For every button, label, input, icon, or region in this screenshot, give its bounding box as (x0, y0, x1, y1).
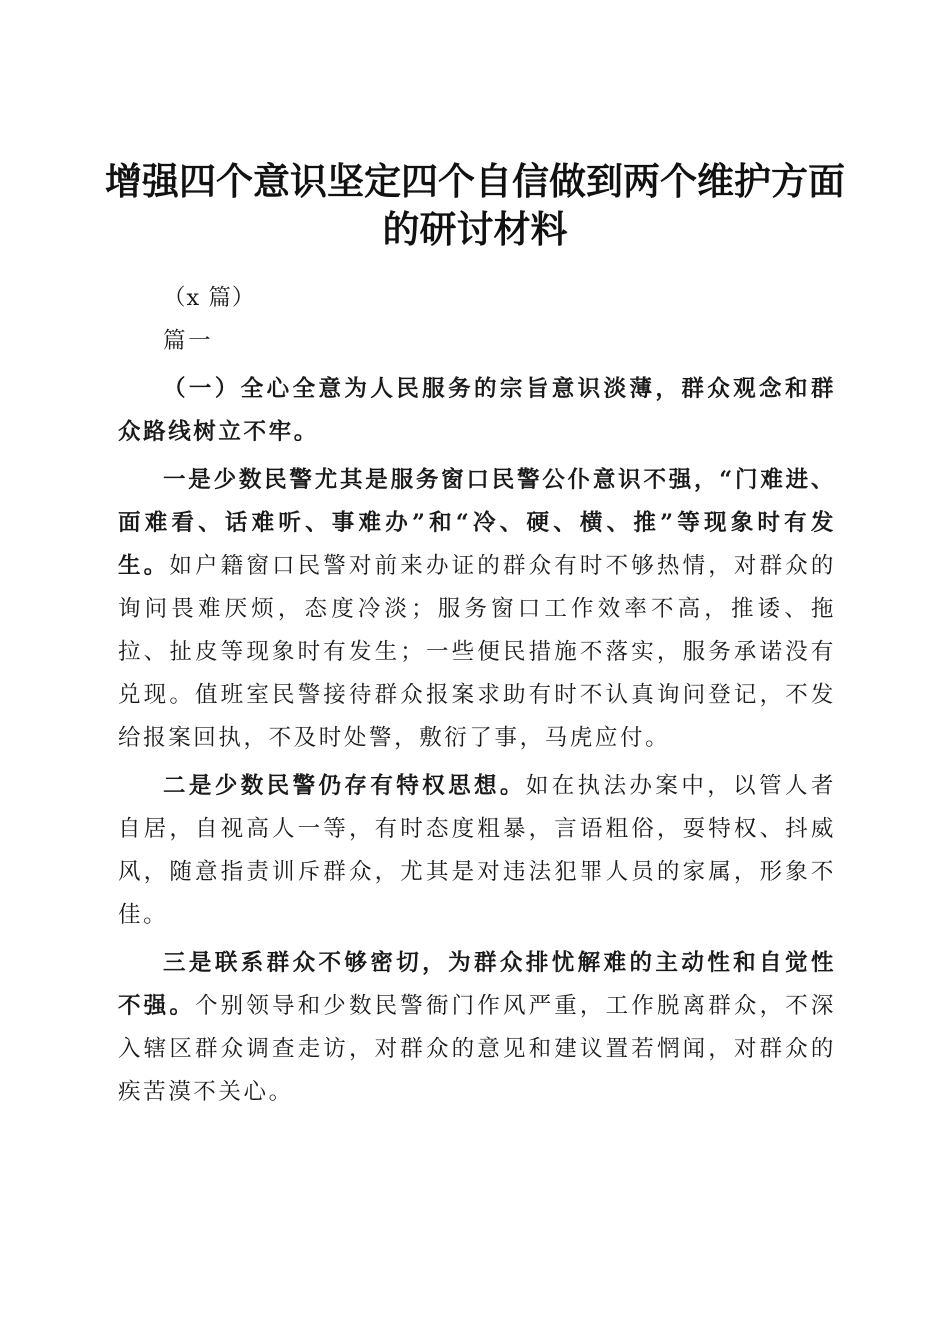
paragraph-2 (118, 765, 836, 937)
section-heading: （一）全心全意为人民服务的宗旨意识淡薄，群众观念和群众路线树立不牢。 (118, 376, 836, 445)
section-label: 篇一 (163, 328, 214, 354)
paragraph-3-lead: 三是联系群众不够密切，为群众排忧解难的主动性和自觉性不强。 (118, 950, 836, 1019)
paragraph-3 (118, 942, 836, 1114)
paragraph-1-lead: 一是少数民警尤其是服务窗口民警公仆意识不强，“门难进、面难看、话难听、事难办”和“冷、硬、横、推”等现象时有发生。 (118, 467, 836, 579)
paragraph-3-text: 个别领导和少数民警衙门作风严重，工作脱离群众，不深入辖区群众调查走访，对群众的意见和建议置若惘闻，对群众的疾苦漠不关心。 (118, 993, 836, 1105)
title-line-1: 增强四个意识坚定四个自信做到两个维护方面 (105, 158, 845, 203)
paragraph-2-lead: 二是少数民警仍存有特权思想。 (163, 773, 526, 799)
paragraph-1 (118, 459, 836, 760)
article-count-note: （x 篇） (163, 285, 256, 311)
paragraph-2-text: 如在执法办案中，以管人者自居，自视高人一等，有时态度粗暴，言语粗俗，耍特权、抖威风，随意指责训斥群众，尤其是对违法犯罪人员的家属，形象不佳。 (118, 773, 837, 928)
title-line-2: 的研讨材料 (382, 206, 568, 251)
paragraph-1-text: 如户籍窗口民警对前来办证的群众有时不够热情，对群众的询问畏难厌烦，态度冷淡；服务窗口工作效率不高，推诿、拖拉、扯皮等现象时有发生；一些便民措施不落实，服务承诺没有兑现。值班室民警接待群众报案求助有时不认真询问登记，不发给报案回执，不及时处警，敷衍了事，马虎应付。 (118, 553, 836, 751)
document-body (118, 277, 836, 1114)
document-title (60, 157, 890, 253)
